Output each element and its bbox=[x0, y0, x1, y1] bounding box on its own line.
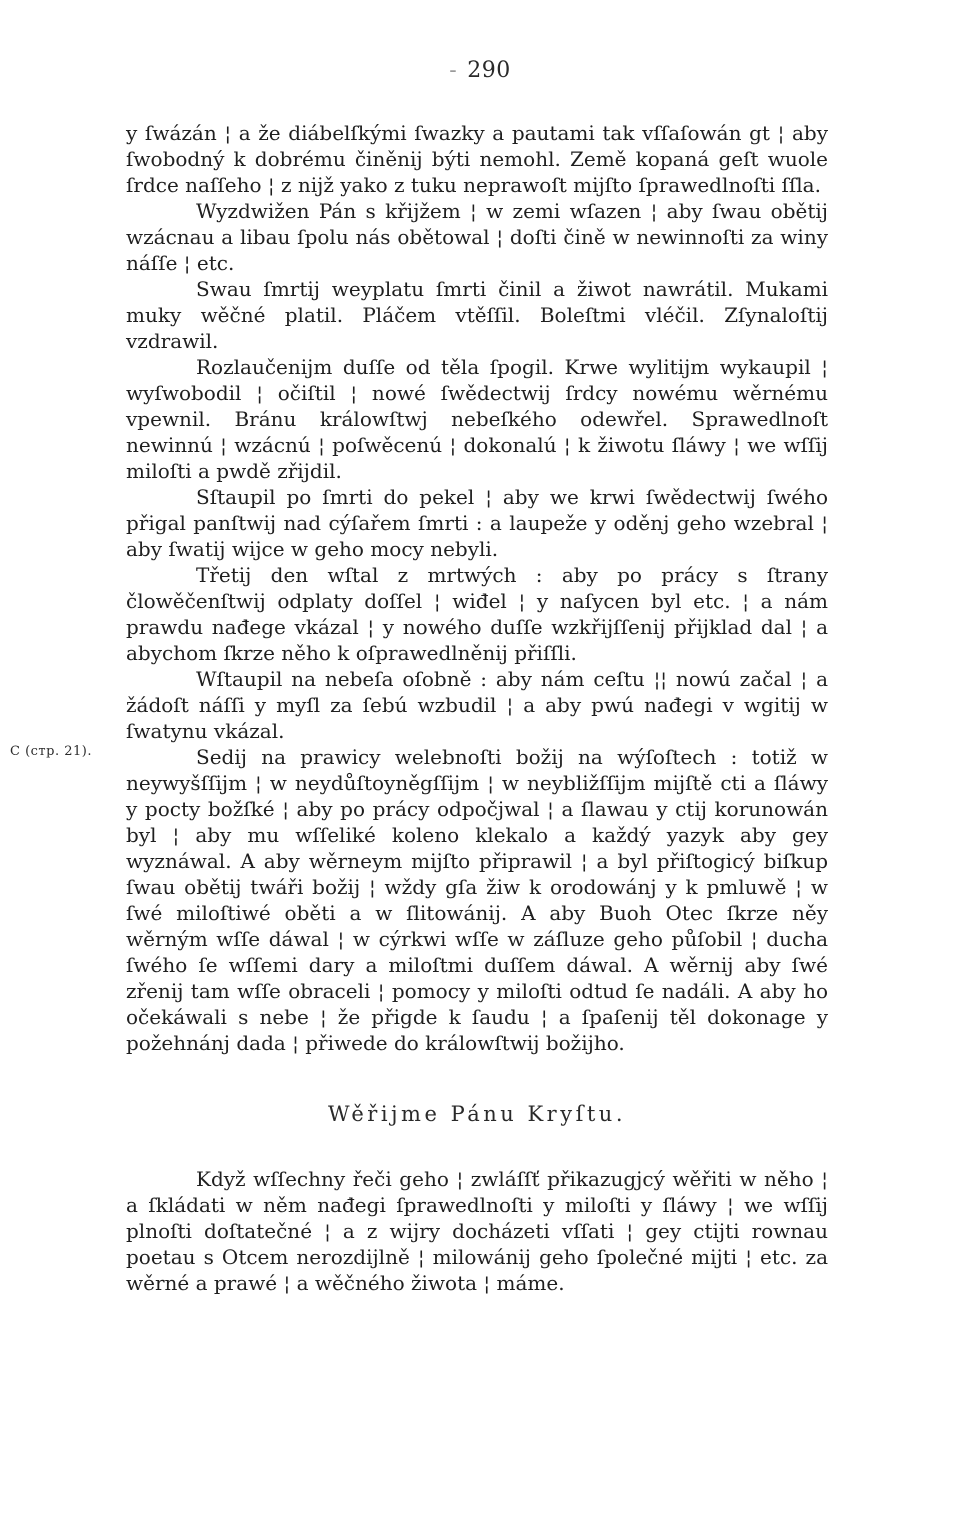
paragraph: Sedij na prawicy welebnoſti božij na wýſoſtech : totiž w neywyšſſijm ¦ w neydůſtoyněgſſijm ¦ w neybližſſijm mijſtě cti a ſláwy y pocty božſké ¦ aby po prácy odpočjwal ¦ a ſlawau y ctij korunowán byl ¦ aby mu wſſeliké koleno klekalo a každý yazyk aby gey wyznáwal. A aby wěrneym mijſto připrawil ¦ a byl přiſtogicý biſkup ſwau obětij twáři božij ¦ wždy gſa žiw k orodowánj y k pmluwě ¦ w ſwé miloſtiwé oběti a w ſlitowánij. A aby Buoh Otec ſkrze něy wěrným wſſe dáwal ¦ w cýrkwi wſſe w záſluze geho půſobil ¦ ducha ſwého ſe wſſemi dary a miloſtmi duſſem dáwal. A wěrnij aby ſwé zřenij tam wſſe obraceli ¦ pomocy y miloſti odtud ſe nadáli. A aby ho očekáwali s nebe ¦ že přigde k ſaudu ¦ a ſpaſenij těl dokonage y požehnánj dada ¦ přiwede do králowſtwij božijho. bbox=[126, 745, 828, 1055]
page-number-value: 290 bbox=[467, 58, 511, 83]
paragraph: Třetij den wſtal z mrtwých : aby po prácy s ſtrany člowěčenſtwij odplaty doſſel ¦ wiđel ¦ y naſycen byl etc. ¦ a nám prawdu nađege vkázal ¦ y nowého duſſe wzkřijſſenij přijklad dal ¦ a abychom ſkrze něho k oſprawedlněnij přiſſli. bbox=[126, 563, 828, 665]
paragraph: Sſtaupil po ſmrti do pekel ¦ aby we krwi ſwědectwij ſwého přigal panſtwij nad cýſařem ſmrti : a laupeže y oděnj geho wzebral ¦ aby ſwatij wijce w geho mocy nebyli. bbox=[126, 485, 828, 561]
paragraph: Wſtaupil na nebeſa oſobně : aby nám ceſtu ¦¦ nowú začal ¦ a žádoſt náſſi y myſl za ſebú wzbudil ¦ a aby pwú nađegi v wgitij w ſwatynu vkázal. bbox=[126, 667, 828, 743]
margin-note: C (стр. 21). bbox=[10, 744, 92, 759]
paragraph: Swau ſmrtij weyplatu ſmrti činil a žiwot nawrátil. Mukami muky wěčné platil. Pláčem vtěſſil. Boleſtmi vléčil. Zſynaloſtij vzdrawil. bbox=[126, 277, 828, 353]
paragraph: Wyzdwižen Pán s křijžem ¦ w zemi wſazen ¦ aby ſwau obětij wzácnau a libau ſpolu nás obětowal ¦ doſti čině w newinnoſti za winy náſſe ¦ etc. bbox=[126, 199, 828, 275]
page-number bbox=[0, 58, 960, 83]
text-column bbox=[126, 120, 828, 1296]
section-heading: Wěřijme Pánu Kryſtu. bbox=[327, 1102, 627, 1126]
paragraph: y ſwázán ¦ a že diábelſkými ſwazky a pautami tak vſſaſowán gt ¦ aby ſwobodný k dobrému činěnij býti nemohl. Země kopaná geſt wuole ſrdce naſſeho ¦ z nijž yako z tuku neprawoſt mijſto ſprawedlnoſti ſſla. bbox=[126, 121, 828, 197]
paragraph: Když wſſechny řeči geho ¦ zwláſſť přikazugjcý wěřiti w něho ¦ a ſkládati w něm nađegi ſprawedlnoſti y miloſti y ſláwy ¦ we wſſij plnoſti doſtatečné ¦ a z wijry docházeti vſſati ¦ gey ctijti rownau poetau s Otcem nerozdijlně ¦ milowánij geho ſpolečné mijti ¦ etc. za wěrné a prawé ¦ a wěčného žiwota ¦ máme. bbox=[126, 1167, 828, 1295]
paragraph: Rozlaučenijm duſſe od těla ſpogil. Krwe wylitijm wykaupil ¦ wyſwobodil ¦ očiſtil ¦ nowé ſwědectwij ſrdcy nowému wěrnému vpewnil. Bránu králowſtwj nebeſkého odewřel. Sprawedlnoſt newinnú ¦ wzácnú ¦ poſwěcenú ¦ dokonalú ¦ k žiwotu ſláwy ¦ we wſſij miloſti a pwdě zřijdil. bbox=[126, 355, 828, 483]
page-number-dash: - bbox=[449, 58, 458, 83]
